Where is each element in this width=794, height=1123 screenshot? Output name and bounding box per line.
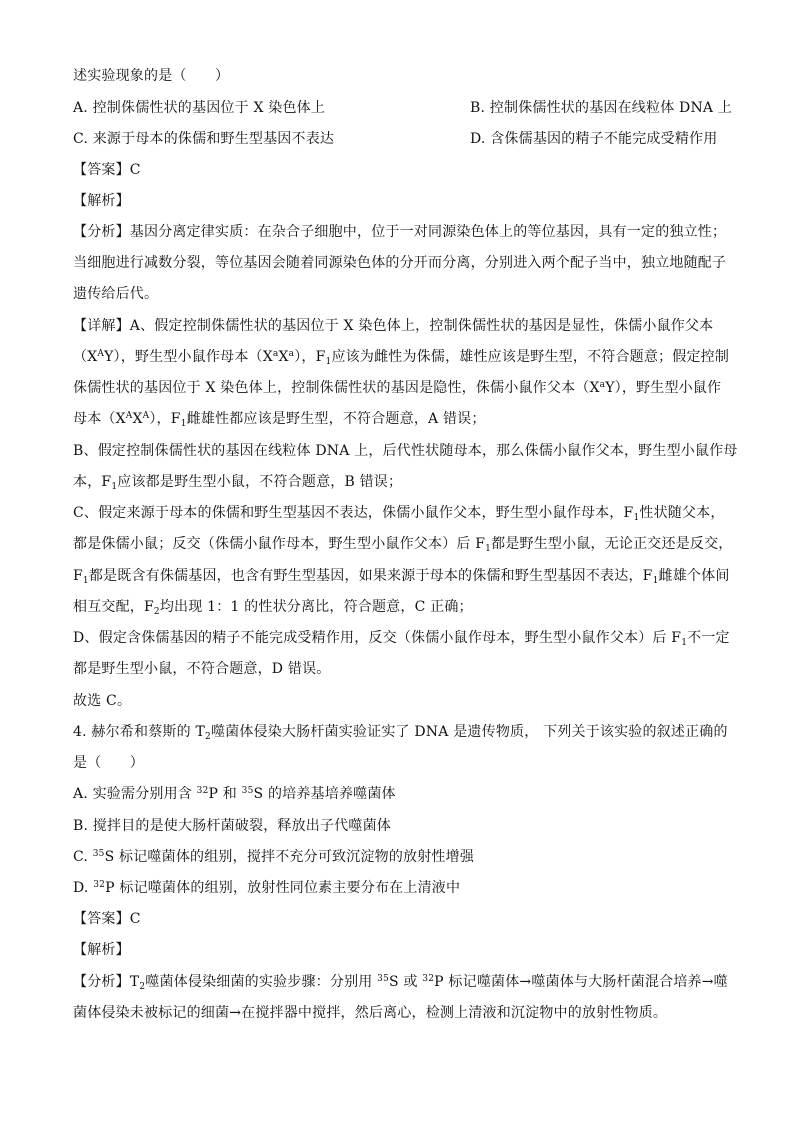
answer-label: 【答案】C	[73, 911, 141, 927]
text-run: D、假定含侏儒基因的精子不能完成受精作用，反交（侏儒小鼠作母本，野生型小鼠作父本）后 F	[73, 630, 682, 646]
text-run: S 或	[389, 974, 423, 990]
text-run: 相互交配，F	[73, 599, 154, 615]
text-run: P 标记噬菌体的组别，放射性同位素主要分布在上清液中	[105, 880, 461, 896]
superscript: 32	[93, 880, 106, 890]
q4-option-b: B. 搅拌目的是使大肠杆菌破裂，释放出子代噬菌体	[73, 818, 391, 834]
text-run: 都是既含有侏儒基因，也含有野生型基因，如果来源于母本的侏儒和野生型基因不表达，F	[88, 568, 653, 584]
text-run: 应该为雌性为侏儒，雄性应该是野生型，不符合题意；假定控制	[331, 349, 730, 365]
text-run: 侏儒性状的基因位于 X 染色体上，控制侏儒性状的基因是隐性，侏儒小鼠作父本（X	[73, 380, 600, 396]
subscript: 2	[153, 607, 160, 617]
xiangjie-line	[73, 597, 723, 617]
xiangjie-line: 【详解】A、假定控制侏儒性状的基因位于 X 染色体上，控制侏儒性状的基因是显性，侏儒小鼠作父本	[73, 318, 714, 334]
text-run: 均出现 1：1 的性状分离比，符合题意，C 正确；	[159, 599, 473, 615]
subscript: 1	[485, 544, 492, 554]
subscript: 1	[82, 576, 89, 586]
text-run: 雌雄个体间	[658, 568, 730, 584]
text-run: X	[132, 411, 143, 427]
analysis-label: 【解析】	[73, 942, 130, 958]
text-run: S 标记噬菌体的组别，搅拌不充分可致沉淀物的放射性增强	[104, 849, 475, 865]
text-run: A. 实验需分别用含	[73, 786, 197, 802]
option-row-ab	[73, 98, 733, 118]
subscript: 1	[180, 419, 187, 429]
fenxi-line	[73, 972, 728, 992]
superscript: 35	[92, 849, 105, 859]
subscript: 1	[633, 513, 640, 523]
subscript: 1	[681, 638, 688, 648]
text-run: C.	[73, 849, 93, 865]
superscript: A	[142, 411, 150, 421]
xiangjie-line	[73, 472, 723, 492]
text-run: X	[278, 349, 289, 365]
text-run: 【分析】T	[73, 974, 140, 990]
text-run: ），F	[149, 411, 181, 427]
fenxi-line: 遗传给后代。	[73, 286, 159, 302]
superscript: a	[599, 380, 606, 390]
subscript: 1	[652, 576, 659, 586]
xiangjie-line: B、假定控制侏儒性状的基因在线粒体 DNA 上，后代性状随母本，那么侏儒小鼠作父本，野生型小鼠作母	[73, 443, 738, 459]
xiangjie-line	[73, 409, 723, 429]
superscript: A	[125, 411, 133, 421]
xiangjie-line	[73, 566, 730, 586]
option-b: B. 控制侏儒性状的基因在线粒体 DNA 上	[470, 100, 733, 116]
q4-option-c	[73, 847, 723, 867]
analysis-label: 【解析】	[73, 193, 130, 209]
text-run: Y），野生型小鼠作母本（X	[104, 349, 273, 365]
text-run: 不一定	[687, 630, 730, 646]
conclusion: 故选 C。	[73, 693, 132, 709]
xiangjie-line	[73, 378, 723, 398]
xiangjie-line	[73, 347, 730, 367]
answer-label: 【答案】C	[73, 162, 141, 178]
question-tail: 述实验现象的是（ ）	[73, 68, 230, 84]
xiangjie-line	[73, 503, 723, 523]
text-run: 本，F	[73, 474, 112, 490]
fenxi-line: 当细胞进行减数分裂，等位基因会随着同源染色体的分开而分离，分别进入两个配子当中，独立地随配子	[73, 255, 727, 271]
option-d: D. 含侏儒基因的精子不能完成受精作用	[470, 131, 718, 147]
text-run: 噬菌体侵染大肠杆菌实验证实了 DNA 是遗传物质， 下列关于该实验的叙述正确的	[210, 724, 728, 740]
superscript: 32	[196, 786, 209, 796]
text-run: 应该都是野生型小鼠，不符合题意，B 错误；	[117, 474, 403, 490]
superscript: A	[97, 349, 105, 359]
option-c: C. 来源于母本的侏儒和野生型基因不表达	[73, 131, 335, 147]
text-run: （X	[73, 349, 98, 365]
xiangjie-line	[73, 628, 730, 648]
question-4-stem: 是（ ）	[73, 755, 144, 771]
superscript: a	[288, 349, 295, 359]
superscript: 35	[241, 786, 254, 796]
text-run: 噬菌体侵染细菌的实验步骤：分别用	[145, 974, 378, 990]
text-run: 都是野生型小鼠，无论正交还是反交，	[491, 536, 733, 552]
text-run: 4. 赫尔希和蔡斯的 T	[73, 724, 205, 740]
text-run: S 的培养基培养噬菌体	[253, 786, 396, 802]
q4-option-a	[73, 784, 723, 804]
text-run: ），F	[294, 349, 326, 365]
text-run: 雌雄性都应该是野生型，不符合题意，A 错误；	[186, 411, 486, 427]
fenxi-line: 菌体侵染未被标记的细菌→在搅拌器中搅拌，然后离心，检测上清液和沉淀物中的放射性物质。	[73, 1005, 668, 1021]
text-run: 母本（X	[73, 411, 126, 427]
fenxi-line: 【分析】基因分离定律实质：在杂合子细胞中，位于一对同源染色体上的等位基因，具有一定的独立性；	[73, 224, 727, 240]
subscript: 2	[205, 732, 211, 742]
superscript: 32	[422, 974, 435, 984]
subscript: 2	[139, 982, 146, 992]
xiangjie-line	[73, 534, 733, 554]
superscript: 35	[377, 974, 389, 984]
text-run: D.	[73, 880, 94, 896]
superscript: a	[272, 349, 279, 359]
text-run: C、假定来源于母本的侏儒和野生型基因不表达，侏儒小鼠作父本，野生型小鼠作母本，F	[73, 505, 634, 521]
q4-option-d	[73, 878, 723, 898]
subscript: 1	[111, 482, 118, 492]
text-run: F	[73, 568, 83, 584]
question-4-stem	[73, 722, 728, 742]
subscript: 1	[325, 357, 332, 367]
text-run: 性状随父本，	[639, 505, 725, 521]
text-run: P 和	[208, 786, 242, 802]
text-run: P 标记噬菌体→噬菌体与大肠杆菌混合培养→噬	[434, 974, 728, 990]
text-run: 都是侏儒小鼠；反交（侏儒小鼠作母本，野生型小鼠作父本）后 F	[73, 536, 486, 552]
xiangjie-line: 都是野生型小鼠，不符合题意，D 错误。	[73, 661, 331, 677]
option-row-cd	[73, 129, 723, 149]
option-a: A. 控制侏儒性状的基因位于 X 染色体上	[73, 100, 326, 116]
text-run: Y），野生型小鼠作	[605, 380, 722, 396]
